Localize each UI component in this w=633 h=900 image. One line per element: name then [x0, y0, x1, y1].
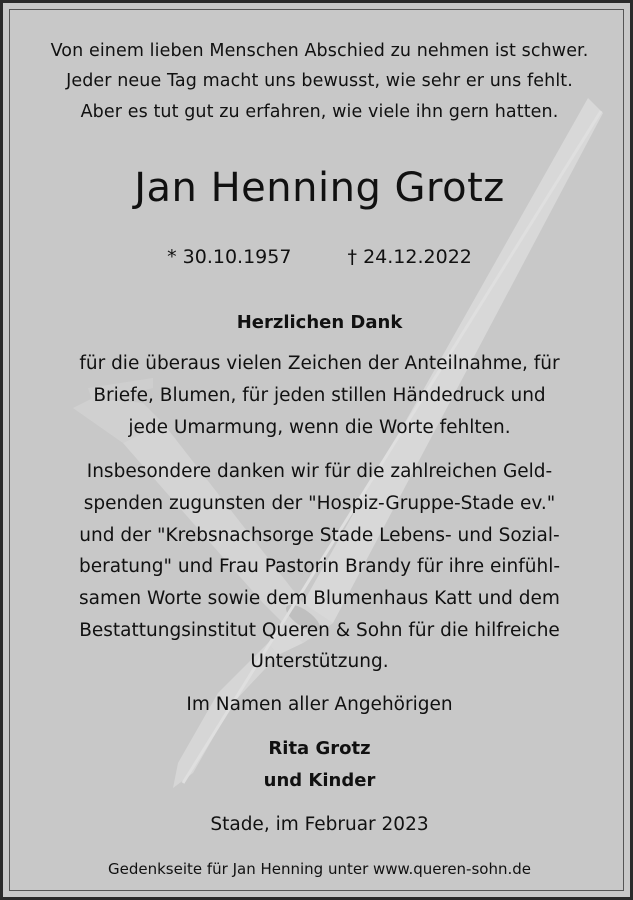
paragraph1-line-3: jede Umarmung, wenn die Worte fehlten. [128, 417, 511, 438]
life-dates [3, 246, 633, 268]
memorial-page-footer: Gedenkseite für Jan Henning unter www.queren-sohn.de [107, 860, 531, 878]
motto-line-3: Aber es tut gut zu erfahren, wie viele ihn gern hatten. [80, 102, 559, 122]
paragraph1-line-1: für die überaus vielen Zeichen der Anteilnahme, für [79, 353, 560, 374]
paragraph2-line-6: Bestattungsinstitut Queren & Sohn für die hilfreiche [79, 620, 560, 641]
motto-line-2: Jeder neue Tag macht uns bewusst, wie sehr er uns fehlt. [66, 71, 573, 91]
birth-date: * 30.10.1957 [167, 246, 292, 268]
place-date: Stade, im Februar 2023 [210, 814, 429, 835]
motto-line-1: Von einem lieben Menschen Abschied zu nehmen ist schwer. [50, 41, 589, 61]
signer-1: Rita Grotz [268, 738, 371, 759]
deceased-name: Jan Henning Grotz [134, 165, 505, 211]
obituary-text [3, 3, 633, 900]
on-behalf-line: Im Namen aller Angehörigen [186, 694, 453, 715]
signer-2: und Kinder [263, 770, 376, 791]
paragraph2-line-3: und der "Krebsnachsorge Stade Lebens- und Sozial- [79, 525, 560, 546]
thanks-heading: Herzlichen Dank [236, 312, 403, 333]
death-date: † 24.12.2022 [347, 246, 472, 268]
paragraph1-line-2: Briefe, Blumen, für jeden stillen Händedruck und [93, 385, 546, 406]
paragraph2-line-2: spenden zugunsten der "Hospiz-Gruppe-Stade ev." [83, 493, 556, 514]
paragraph2-line-4: beratung" und Frau Pastorin Brandy für ihre einfühl- [78, 556, 561, 577]
paragraph2-line-7: Unterstützung. [250, 651, 389, 672]
paragraph2-line-5: samen Worte sowie dem Blumenhaus Katt und dem [79, 588, 560, 609]
paragraph2-line-1: Insbesondere danken wir für die zahlreichen Geld- [86, 461, 553, 482]
